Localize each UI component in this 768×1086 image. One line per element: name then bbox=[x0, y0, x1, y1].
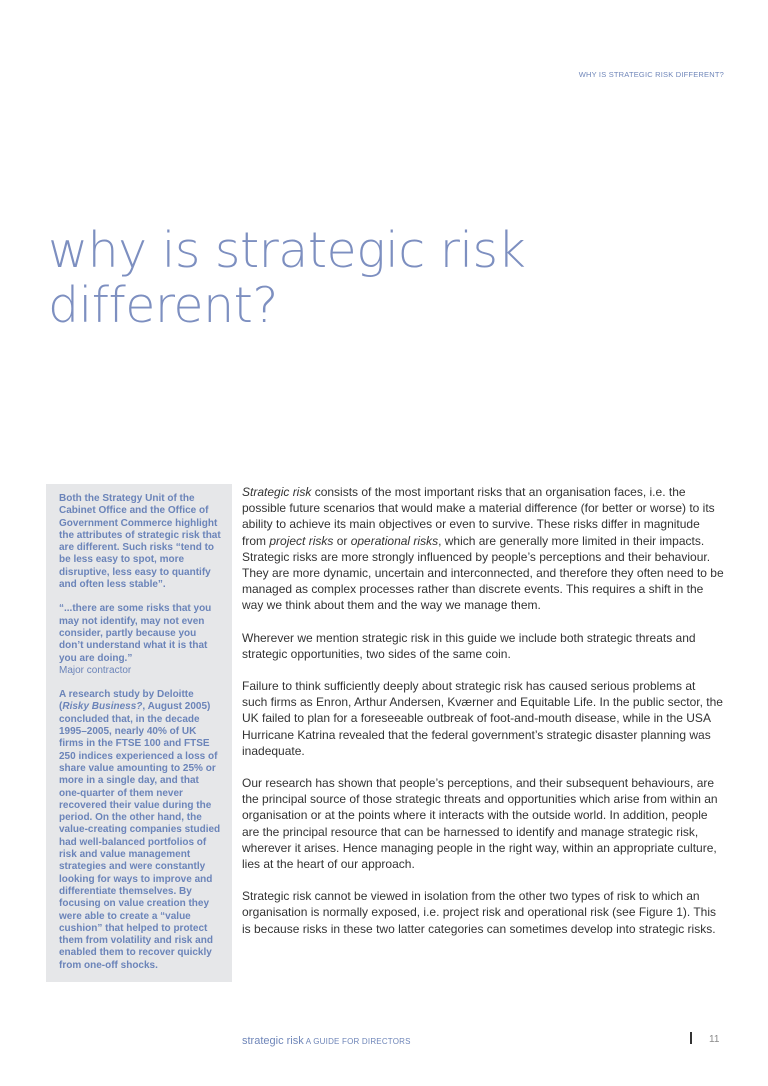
sidebar-box bbox=[46, 484, 232, 982]
sidebar-quote-text: “...there are some risks that you may not identify, may not even consider, partly because you don’t understand what it is that you are doing.” bbox=[59, 603, 212, 664]
footer-divider bbox=[690, 1032, 692, 1044]
term-operational-risks: operational risks bbox=[350, 533, 439, 548]
body-text bbox=[242, 484, 724, 953]
body-p1-text-b: or bbox=[333, 533, 351, 548]
term-project-risks: project risks bbox=[269, 533, 334, 548]
footer-title-main: strategic risk bbox=[242, 1035, 304, 1047]
term-strategic-risk: Strategic risk bbox=[242, 485, 312, 499]
running-head: WHY IS STRATEGIC RISK DIFFERENT? bbox=[578, 70, 724, 79]
body-paragraph-2: Wherever we mention strategic risk in this guide we include both strategic threats and strategic opportunities, two sides of the same coin. bbox=[242, 630, 696, 661]
sidebar-quote bbox=[59, 603, 222, 677]
page-title bbox=[48, 223, 668, 333]
body-p1-text-c: , which are generally more limited in their impacts. Strategic risks are more strongly influenced by people’s perceptions and their behaviour. They are more dynamic, uncertain and interconnected, and therefore they often need to be managed as complex processes rather than discrete events. This requires a shift in the way we think about them and the way we manage them. bbox=[242, 533, 724, 613]
sidebar-p3-text-b: , August 2005) concluded that, in the decade 1995–2005, nearly 40% of UK firms in the FTSE 100 and FTSE 250 indices experienced a loss of share value amounting to 25% or more in a single day, and that one-quarter of them never recovered their value during the period. On the other hand, the value-creating companies studied had well-balanced portfolios of risk and value management strategies and were constantly looking for ways to improve and differentiate themselves. By focusing on value creation they were able to create a “value cushion” that helped to protect them from volatility and risk and enabled them to recover quickly from one-off shocks. bbox=[59, 701, 221, 971]
sidebar-p3-report-title: Risky Business? bbox=[62, 701, 143, 713]
body-paragraph-5: Strategic risk cannot be viewed in isolation from the other two types of risk to which an organisation is normally exposed, i.e. project risk and operational risk (see Figure 1). This is because risks in these two latter categories can sometimes develop into strategic risks. bbox=[242, 889, 716, 936]
body-paragraph-3: Failure to think sufficiently deeply about strategic risk has caused serious problems at such firms as Enron, Arthur Andersen, Kværner and Equitable Life. In the public sector, the UK failed to plan for a foreseeable outbreak of foot-and-mouth disease, while in the USA Hurricane Katrina revealed that the federal government’s strategic disaster planning was inadequate. bbox=[242, 679, 723, 758]
sidebar-paragraph-1: Both the Strategy Unit of the Cabinet Office and the Office of Government Commerce highlight the attributes of strategic risk that are different. Such risks “tend to be less easy to spot, more disruptive, less easy to quantify and often less stable”. bbox=[59, 493, 221, 591]
sidebar-p3-text-a: A research study by Deloitte ( bbox=[59, 689, 194, 713]
page-title-line-1: why is strategic risk bbox=[48, 222, 526, 279]
footer-title bbox=[242, 1035, 411, 1047]
page-number: 11 bbox=[709, 1034, 720, 1045]
body-paragraph-4: Our research has shown that people’s perceptions, and their subsequent behaviours, are the principal source of those strategic threats and opportunities which arise from within an organisation or at the points where it interacts with the outside world. In addition, people are the principal resource that can be harnessed to identify and manage strategic risk, wherever it arises. Hence managing people in the right way, within an appropriate culture, lies at the heart of our approach. bbox=[242, 776, 718, 872]
body-p1-text-a: consists of the most important risks that an organisation faces, i.e. the possible future scenarios that would make a material difference (for better or worse) to its ability to achieve its main objectives or even to survive. These risks differ in magnitude from bbox=[242, 485, 715, 548]
sidebar-quote-source: Major contractor bbox=[59, 664, 132, 676]
footer-title-sub: A GUIDE FOR DIRECTORS bbox=[303, 1037, 411, 1046]
page-title-line-2: different? bbox=[48, 277, 278, 334]
body-paragraph-1 bbox=[242, 484, 724, 614]
sidebar-paragraph-3 bbox=[59, 689, 222, 972]
